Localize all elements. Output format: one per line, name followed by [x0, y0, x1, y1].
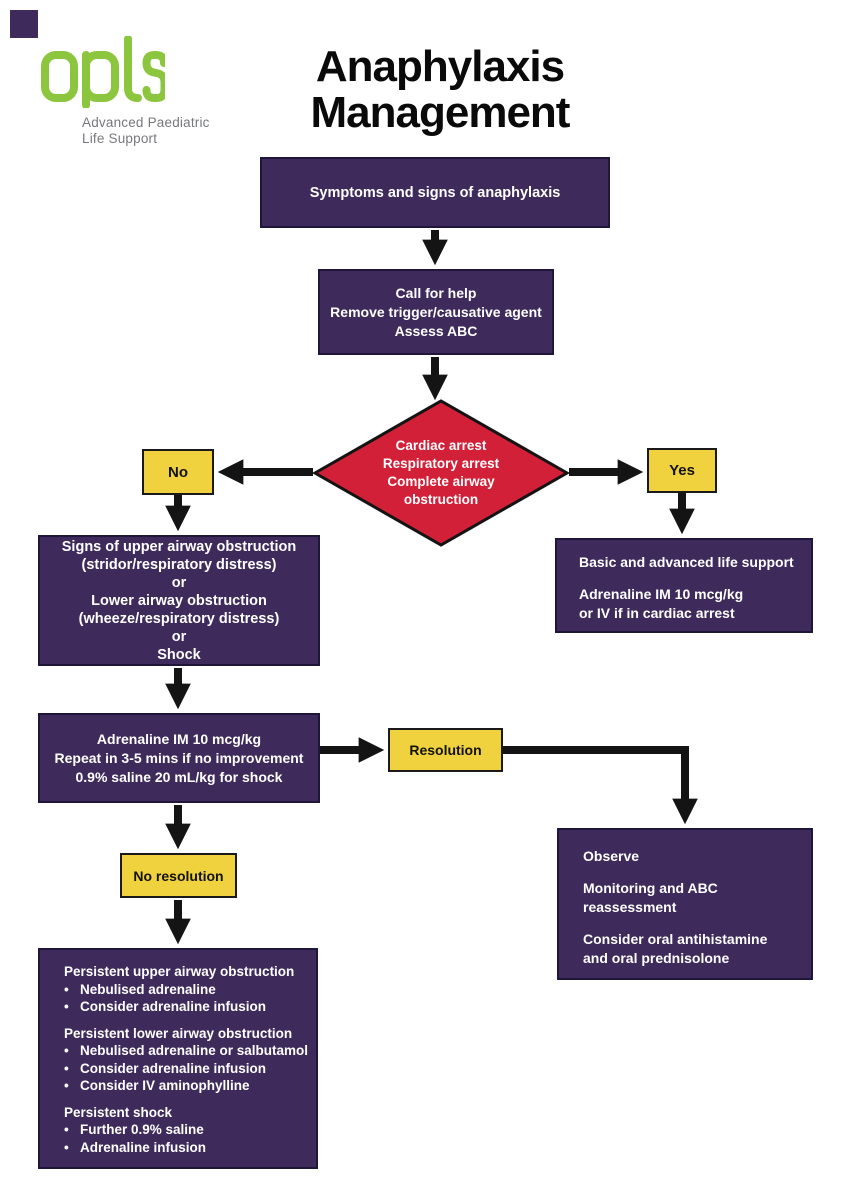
title-line2: Management — [310, 88, 570, 137]
observe-box — [557, 828, 813, 980]
persistent-shock-item1: • Further 0.9% saline — [64, 1121, 312, 1139]
life-support-line3: or IV if in cardiac arrest — [579, 605, 735, 621]
no-resolution-label: No resolution — [133, 867, 224, 884]
life-support-line1: Basic and advanced life support — [579, 554, 794, 570]
persistent-lower-item3: • Consider IV aminophylline — [64, 1077, 312, 1095]
signs-line3: or — [171, 574, 187, 591]
persistent-lower-item2: • Consider adrenaline infusion — [64, 1060, 312, 1078]
title-line1: Anaphylaxis — [315, 42, 565, 91]
symptoms-box — [260, 157, 610, 228]
signs-line5: (wheeze/respiratory distress) — [78, 610, 280, 627]
no-label-box — [142, 449, 214, 495]
signs-line4: Lower airway obstruction — [91, 592, 267, 609]
signs-line1: Signs of upper airway obstruction — [61, 538, 297, 555]
tagline-line2: Life Support — [82, 131, 158, 146]
resolution-label: Resolution — [409, 742, 482, 758]
symptoms-text: Symptoms and signs of anaphylaxis — [309, 184, 561, 201]
decision-diamond-text — [311, 437, 571, 509]
yes-label: Yes — [669, 462, 695, 479]
yes-label-box — [647, 448, 717, 493]
no-resolution-label-box — [120, 853, 237, 898]
persistent-upper-item1: • Nebulised adrenaline — [64, 981, 312, 999]
call-for-help-box — [318, 269, 554, 355]
signs-line7: Shock — [157, 646, 201, 663]
persistent-upper-header: Persistent upper airway obstruction — [64, 964, 295, 979]
observe-line2: Monitoring and ABC — [583, 880, 718, 896]
persistent-upper-group — [64, 963, 312, 1016]
observe-line4: Consider oral antihistamine — [583, 931, 768, 947]
decision-line3: Complete airway — [387, 474, 495, 489]
tagline-line1: Advanced Paediatric — [82, 115, 210, 130]
signs-line2: (stridor/respiratory distress) — [81, 556, 277, 573]
adrenaline-line2: Repeat in 3-5 mins if no improvement — [54, 749, 304, 766]
persistent-symptoms-box — [38, 948, 318, 1169]
observe-line3: reassessment — [583, 899, 677, 915]
observe-line5: and oral prednisolone — [583, 950, 730, 966]
decision-line2: Respiratory arrest — [382, 456, 500, 471]
life-support-box — [555, 538, 813, 633]
persistent-lower-item1: • Nebulised adrenaline or salbutamol — [64, 1042, 312, 1060]
decision-line1: Cardiac arrest — [395, 438, 487, 453]
call-line2: Remove trigger/causative agent — [330, 303, 542, 320]
adrenaline-line1: Adrenaline IM 10 mcg/kg — [96, 730, 262, 747]
adrenaline-line3: 0.9% saline 20 mL/kg for shock — [75, 768, 283, 785]
persistent-shock-item2: • Adrenaline infusion — [64, 1139, 312, 1157]
adrenaline-box — [38, 713, 320, 803]
persistent-lower-group — [64, 1025, 312, 1095]
life-support-line2: Adrenaline IM 10 mcg/kg — [579, 586, 744, 602]
arrow-resolution-to-observe — [501, 750, 685, 814]
signs-line6: or — [171, 628, 187, 645]
resolution-label-box — [388, 728, 503, 772]
persistent-lower-header: Persistent lower airway obstruction — [64, 1025, 293, 1041]
observe-line1: Observe — [583, 848, 640, 864]
no-label: No — [168, 463, 188, 481]
decision-line4: obstruction — [403, 492, 479, 507]
persistent-shock-group — [64, 1104, 312, 1157]
call-line3: Assess ABC — [394, 322, 478, 339]
airway-obstruction-signs-box — [38, 535, 320, 666]
persistent-shock-header: Persistent shock — [64, 1104, 173, 1120]
call-line1: Call for help — [395, 284, 477, 301]
persistent-upper-item2: • Consider adrenaline infusion — [64, 998, 312, 1016]
